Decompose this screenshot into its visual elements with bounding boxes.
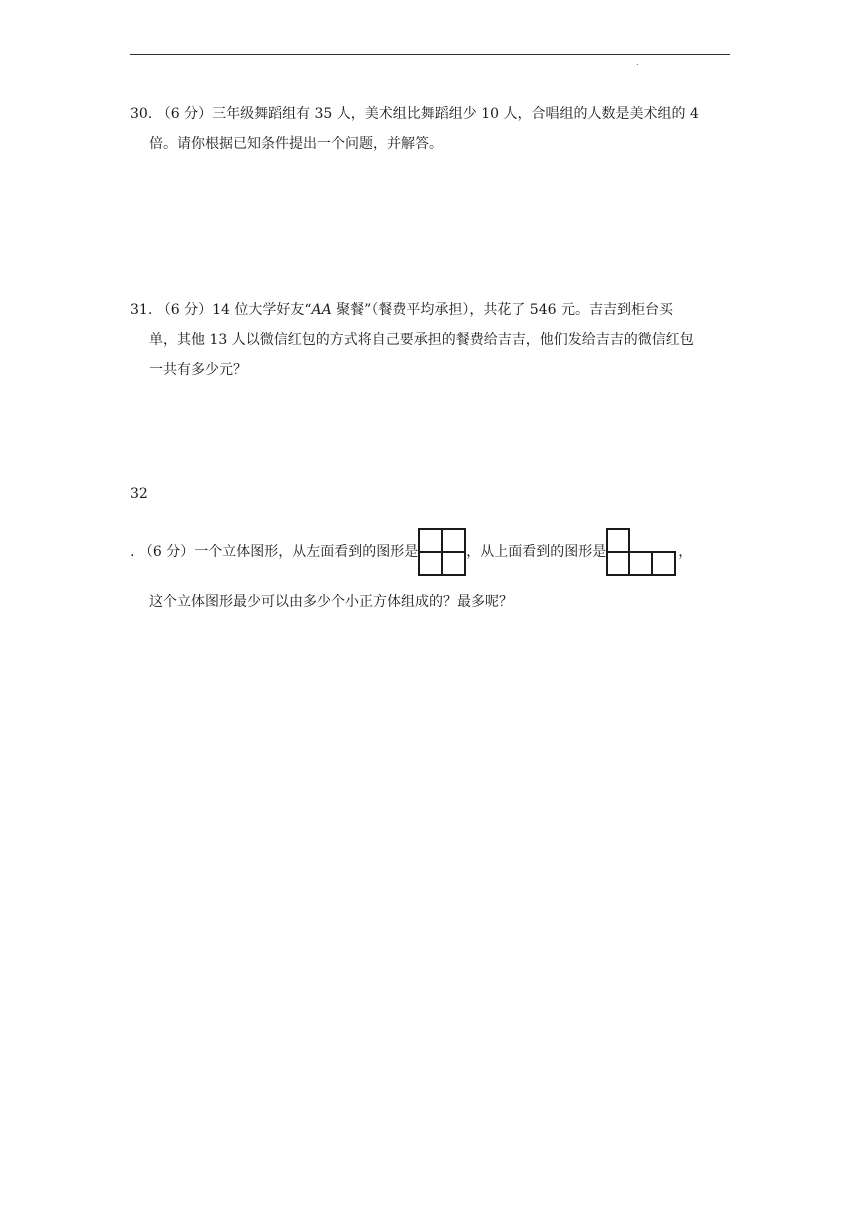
q31-aa: AA xyxy=(311,302,332,318)
header-rule xyxy=(130,54,730,55)
q32-line1 xyxy=(130,527,692,577)
q31-line2: 单，其他 13 人以微信红包的方式将自己要承担的餐费给吉吉，他们发给吉吉的微信红包 xyxy=(149,332,694,348)
q32-part-a: . （6 分）一个立体图形，从左面看到的图形是 xyxy=(130,544,419,560)
q31-line3: 一共有多少元？ xyxy=(149,362,247,378)
left-view-figure xyxy=(418,528,466,576)
q32-part-c: ， xyxy=(678,544,693,560)
q32-part-b: ，从上面看到的图形是 xyxy=(466,544,607,560)
q32-number: 32 xyxy=(130,486,148,502)
q31-line1-pre: 31. （6 分）14 位大学好友“ xyxy=(130,302,312,318)
header-dot: . xyxy=(636,58,639,67)
q30-line1: 30. （6 分）三年级舞蹈组有 35 人，美术组比舞蹈组少 10 人，合唱组的人数是美术组的 4 xyxy=(130,106,699,122)
top-view-figure xyxy=(606,528,678,576)
q31-line1 xyxy=(130,300,673,320)
q31-line1-post: 聚餐”（餐费平均承担），共花了 546 元。吉吉到柜台买 xyxy=(331,302,673,318)
q32-line2: 这个立体图形最少可以由多少个小正方体组成的？最多呢？ xyxy=(149,594,513,610)
q30-line2: 倍。请你根据已知条件提出一个问题，并解答。 xyxy=(149,136,443,152)
